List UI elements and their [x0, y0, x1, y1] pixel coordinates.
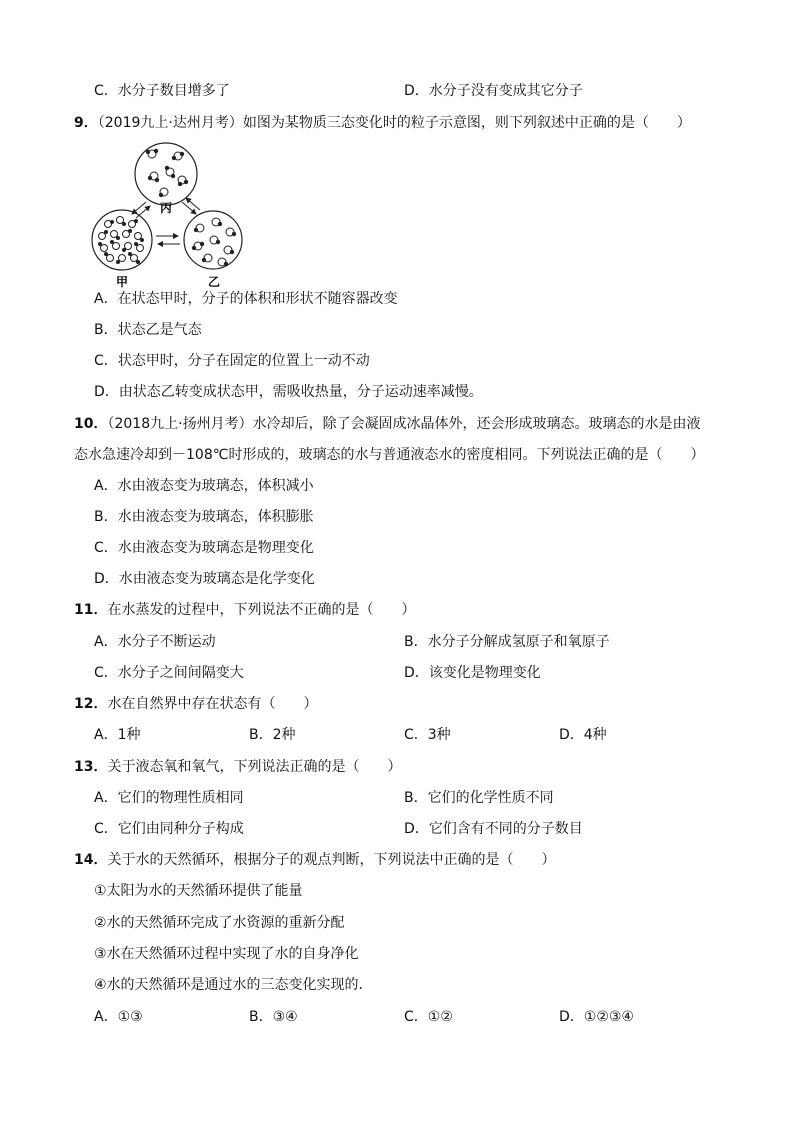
q9-option-d: D．由状态乙转变成状态甲，需吸收热量，分子运动速率减慢。: [94, 384, 483, 400]
q9-question: [74, 113, 691, 133]
q14-option-d: D．①②③④: [559, 1009, 634, 1025]
q14-option-b: B．③④: [249, 1009, 298, 1025]
q14-option-c: C．①②: [404, 1009, 453, 1025]
q12-option-d: D．4种: [559, 727, 607, 743]
q10-option-c: C．水由液态变为玻璃态是物理变化: [94, 540, 314, 556]
q14-statement-3: ③水在天然循环过程中实现了水的自身净化: [94, 946, 359, 962]
q13-number: 13．: [74, 759, 108, 775]
q13-option-c: C．它们由同种分子构成: [94, 821, 244, 837]
q12-option-c: C．3种: [404, 727, 451, 743]
q11-option-c: C．水分子之间间隔变大: [94, 665, 244, 681]
q13-stem: 关于液态氧和氧气，下列说法正确的是（ ）: [107, 759, 402, 775]
q14-number: 14．: [74, 852, 108, 868]
q10-number: 10．: [74, 416, 108, 432]
q12-stem: 水在自然界中存在状态有（ ）: [107, 696, 318, 712]
q8-option-c: C．水分子数目增多了: [94, 83, 230, 99]
q14-option-a: A．①③: [94, 1009, 143, 1025]
q9-stem: （2019九上·达州月考）如图为某物质三态变化时的粒子示意图，则下列叙述中正确的是（ ）: [97, 115, 691, 131]
q13-question: [74, 757, 401, 777]
q11-question: [74, 600, 415, 620]
label-yi: 乙: [208, 275, 221, 288]
q10-option-b: B．水由液态变为玻璃态，体积膨胀: [94, 509, 314, 525]
q12-question: [74, 694, 317, 714]
label-jia: 甲: [116, 275, 129, 288]
q8-option-d: D．水分子没有变成其它分子: [404, 83, 583, 99]
q12-option-a: A．1种: [94, 727, 141, 743]
q10-option-d: D．水由液态变为玻璃态是化学变化: [94, 571, 315, 587]
label-bing: 丙: [160, 201, 173, 215]
q14-stem: 关于水的天然循环，根据分子的观点判断，下列说法中正确的是（ ）: [107, 852, 556, 868]
state-bing-circle: [135, 143, 197, 205]
q10-option-a: A．水由液态变为玻璃态，体积减小: [94, 478, 314, 494]
q10-stem-line1: （2018九上·扬州月考）水冷却后，除了会凝固成冰晶体外，还会形成玻璃态。玻璃态的水是由液: [107, 416, 701, 432]
q9-option-b: B．状态乙是气态: [94, 322, 202, 338]
q11-option-d: D．该变化是物理变化: [404, 665, 541, 681]
q11-option-a: A．水分子不断运动: [94, 634, 216, 650]
q9-option-a: A．在状态甲时，分子的体积和形状不随容器改变: [94, 291, 398, 307]
q14-question: [74, 850, 555, 870]
q11-number: 11．: [74, 602, 108, 618]
state-yi-circle: [184, 211, 242, 269]
q11-stem: 在水蒸发的过程中，下列说法不正确的是（ ）: [107, 602, 416, 618]
state-jia-circle: [92, 210, 152, 270]
q11-option-b: B．水分子分解成氢原子和氧原子: [404, 634, 610, 650]
q13-option-b: B．它们的化学性质不同: [404, 790, 554, 806]
q14-statement-4: ④水的天然循环是通过水的三态变化实现的．: [94, 977, 373, 993]
q9-number: 9．: [74, 115, 98, 131]
q10-question: [74, 414, 701, 434]
q13-option-a: A．它们的物理性质相同: [94, 790, 244, 806]
q9-option-c: C．状态甲时，分子在固定的位置上一动不动: [94, 353, 370, 369]
q14-statement-2: ②水的天然循环完成了水资源的重新分配: [94, 915, 345, 931]
q9-three-states-figure: [90, 136, 250, 288]
q12-number: 12．: [74, 696, 108, 712]
q13-option-d: D．它们含有不同的分子数目: [404, 821, 583, 837]
q10-stem-line2: 态水急速冷却到－108℃时形成的，玻璃态的水与普通液态水的密度相同。下列说法正确的是（ ）: [74, 447, 705, 463]
q14-statement-1: ①太阳为水的天然循环提供了能量: [94, 883, 303, 899]
q12-option-b: B．2种: [249, 727, 296, 743]
